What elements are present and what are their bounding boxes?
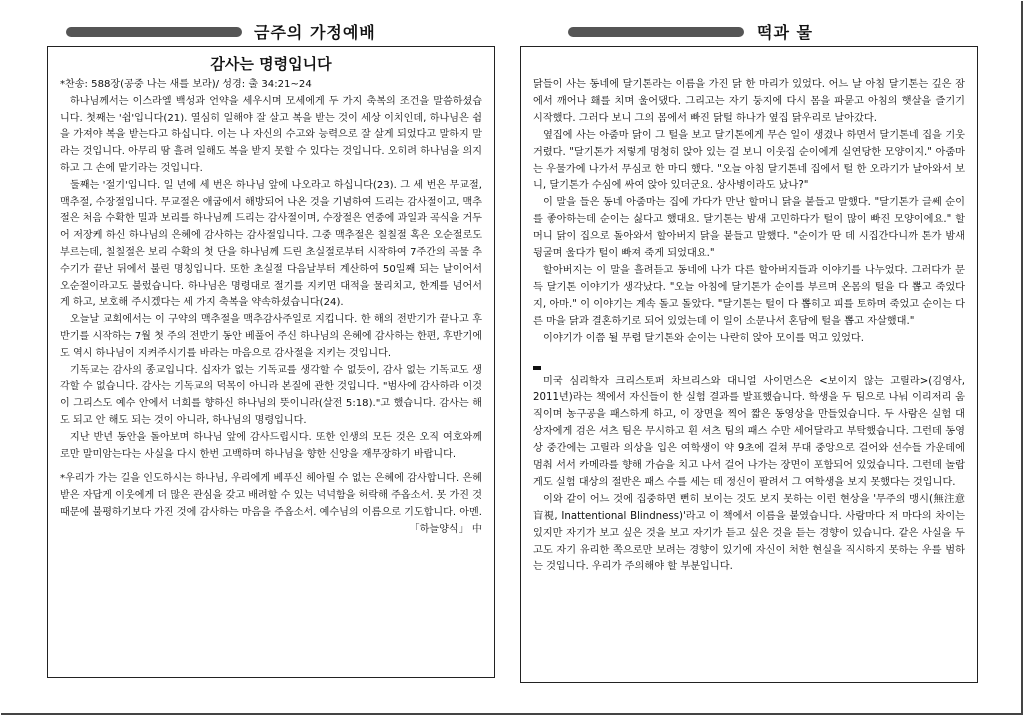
- section-marker: [533, 366, 541, 370]
- right-header-title: 떡과 물: [757, 23, 813, 42]
- sermon-paragraph-5: 지난 반년 동안을 돌아보며 하나님 앞에 감사드립시다. 또한 인생의 모든 것은 오직 여호와께로만 말미암는다는 사실을 다시 한번 고백하며 하나님을 향한 신앙을 재무장하기 바랍니다.: [60, 431, 482, 460]
- left-header-bar: [66, 27, 242, 37]
- right-body: [533, 77, 965, 678]
- section-gap: [533, 348, 965, 360]
- story-paragraph-5: 이야기가 이쯤 될 무렵 달기톤와 순이는 나란히 앉아 모이를 먹고 있었다.: [543, 332, 865, 344]
- sermon-title: 감사는 명령입니다: [210, 55, 332, 73]
- story-paragraph-2: 옆집에 사는 아줌마 닭이 그 털을 보고 달기톤에게 무슨 일이 생겼나 하면서 달기톤네 집을 기웃거렸다. "달기톤가 저렇게 멍청히 앉아 있는 걸 보니 이웃집 순이에게 실연당한 모양이지." 아줌마는 우물가에 나가서 무심코 한 마디 했다. "오늘 아침 달기톤네 집에서 털 한 오라기가 날아와서 보니, 달기톤가 수심에 싸여 앉아 있더군요. 상사병이라도 났나?": [533, 129, 965, 192]
- hymn-line: *찬송: 588장(공중 나는 새를 보라)/ 성경: 출 34:21~24: [60, 79, 312, 90]
- left-body: [60, 77, 482, 673]
- story-paragraph-3: 이 말을 들은 동네 아줌마는 집에 가다가 만난 할머니 닭을 붙들고 말했다. "달기톤가 글쎄 순이를 좋아하는데 순이는 싫다고 했대요. 달기톤는 밤새 고민하다가 털이 많이 빠진 모양이에요." 할머니 닭이 집으로 돌아와서 할아버지 닭을 붙들고 말했다. "순이가 딴 데 시집간다니까 톤가 밤새 뒹굴며 울다가 털이 빠져 죽게 되었대요.": [533, 197, 965, 260]
- right-header-bar: [568, 27, 744, 37]
- story-paragraph-4: 할아버지는 이 말을 흘려듣고 동네에 나가 다른 할아버지들과 이야기를 나누었다. 그러다가 문득 달기톤 이야기가 생각났다. "오늘 아침에 달기톤가 순이를 부르며 온몸의 털을 다 뽑고 죽었다지, 아마." 이 이야기는 계속 돌고 돌았다. "달기톤는 털이 다 뽑히고 피를 토하며 죽었고 순이는 다른 마을 닭과 결혼하기로 되어 있었는데 이 일이 소문나서 혼담에 털을 뽑고 자살했대.": [533, 264, 965, 327]
- left-panel: [47, 46, 495, 678]
- sermon-paragraph-1: 하나님께서는 이스라엘 백성과 언약을 세우시며 모세에게 두 가지 축복의 조건을 말씀하셨습니다. 첫째는 '쉼'입니다(21). 열심히 일해야 잘 살고 복을 받는 것이 세상 이치인데, 하나님은 쉼을 가져야 복을 받는다고 하십니다. 이는 나 자신의 수고와 능력으로 잘 살게 되었다고 말하지 말라는 것입니다. 아무리 땀 흘려 일해도 복을 받지 못할 수 있다는 것입니다. 오히려 하나님을 의지하고 그 손에 맡기라는 것입니다.: [60, 95, 482, 174]
- sermon-paragraph-4: 기독교는 감사의 종교입니다. 십자가 없는 기독교를 생각할 수 없듯이, 감사 없는 기독교도 생각할 수 없습니다. 감사는 기독교의 덕목이 아니라 본질에 관한 것입니다. "범사에 감사하라 이것이 그리스도 예수 안에서 너희를 향하신 하나님의 뜻이니라(살전 5:18)."고 했습니다. 감사는 해도 되고 안 해도 되는 것이 아니라, 하나님의 명령입니다.: [60, 364, 482, 426]
- sermon-paragraph-3: 오늘날 교회에서는 이 구약의 맥추절을 맥추감사주일로 지킵니다. 한 해의 전반기가 끝나고 후반기를 시작하는 7월 첫 주의 전반기 동안 베풀어 주신 하나님의 은혜에 감사하는 한편, 후반기에도 역시 하나님이 지켜주시기를 바라는 마음으로 감사절을 지키는 것입니다.: [60, 314, 482, 359]
- essay-paragraph-1: 미국 심리학자 크리스토퍼 차브리스와 대니얼 사이먼스은 <보이지 않는 고릴라>(김영사, 2011년)라는 책에서 자신들이 한 실험 결과를 발표했습니다. 학생을 두 팀으로 나눠 이리저리 움직이며 농구공을 패스하게 하고, 이 장면을 찍어 짧은 동영상을 만들었습니다. 두 사람은 실험 대상자에게 검은 셔츠 팀은 무시하고 흰 셔츠 팀의 패스 수만 세어달라고 부탁했습니다. 그런데 동영상 중간에는 고릴라 의상을 입은 여학생이 약 9초에 걸쳐 무대 중앙으로 걸어와 선수들 가운데에 멈춰 서서 카메라를 향해 가슴을 치고 나서 걸어 나가는 장면이 포함되어 있었습니다. 그런데 놀랍게도 실험 대상의 절반은 패스 수를 세는 데 정신이 팔려서 그 여학생을 보지 못했다는 것입니다.: [533, 375, 965, 488]
- source-credit: 「하늘양식」 中: [409, 523, 482, 535]
- right-panel: [520, 46, 978, 683]
- sermon-paragraph-2: 둘째는 '절기'입니다. 일 년에 세 번은 하나님 앞에 나오라고 하십니다(23). 그 세 번은 무교절, 맥추절, 수장절입니다. 무교절은 애굽에서 해방되어 나온 것을 기념하여 드리는 감사절이고, 맥추절은 처음 수확한 밀과 보리를 하나님께 드리는 감사절이며, 수장절은 연중에 과일과 곡식을 거두어 저장케 하신 하나님의 은혜에 감사하는 감사절입니다. 그중 맥추절은 칠칠절 혹은 오순절로도 부르는데, 칠칠절은 보리 수확의 첫 단을 하나님께 드린 초실절로부터 시작하여 7주간의 곡물 추수기가 끝난 뒤에서 불린 명칭입니다. 또한 초실절 다음날부터 계산하여 50일째 되는 날이어서 오순절이라고도 불렀습니다. 하나님은 명령대로 절기를 지키면 대적을 물리치고, 한계를 넘어서게 하고, 보호해 주시겠다는 세 가지 축복을 약속하셨습니다(24).: [60, 179, 482, 309]
- left-header-title: 금주의 가정예배: [254, 23, 376, 42]
- essay-paragraph-2: 이와 같이 어느 것에 집중하면 뻔히 보이는 것도 보지 못하는 이런 현상을 '무주의 맹시(無注意 盲視, Inattentional Blindness)'라고 이 책에서 이름을 붙였습니다. 사람마다 저 마다의 차이는 있지만 자기가 보고 싶은 것을 보고 자기가 듣고 싶은 것을 듣는 경향이 있습니다. 같은 사실을 두고도 자기 유리한 쪽으로만 보려는 경향이 있기에 자신이 처한 현실을 직시하지 못하는 우를 범하는 것입니다. 우리가 주의해야 할 부분입니다.: [533, 493, 965, 573]
- story-paragraph-1: 닭들이 사는 동네에 달기톤라는 이름을 가진 닭 한 마리가 있었다. 어느 날 아침 달기톤는 깊은 잠에서 깨어나 홰를 치며 울어댔다. 그리고는 자기 둥지에 다시 몸을 파묻고 아침의 햇살을 즐기기 시작했다. 그러다 보니 그의 몸에서 빠진 닭털 하나가 옆집 닭우리로 날아갔다.: [533, 79, 965, 124]
- prayer-body: *우리가 가는 길을 인도하시는 하나님, 우리에게 베푸신 헤아릴 수 없는 은혜에 감사합니다. 은혜 받은 자답게 이웃에게 더 많은 관심을 갖고 배려할 수 있는 넉넉함을 허락해 주옵소서. 못 가진 것 때문에 불평하기보다 가진 것에 감사하는 마음을 주옵소서. 예수님의 이름으로 기도합니다. 아멘.: [60, 473, 482, 518]
- section-gap: [60, 463, 482, 471]
- prayer-text: [60, 471, 482, 535]
